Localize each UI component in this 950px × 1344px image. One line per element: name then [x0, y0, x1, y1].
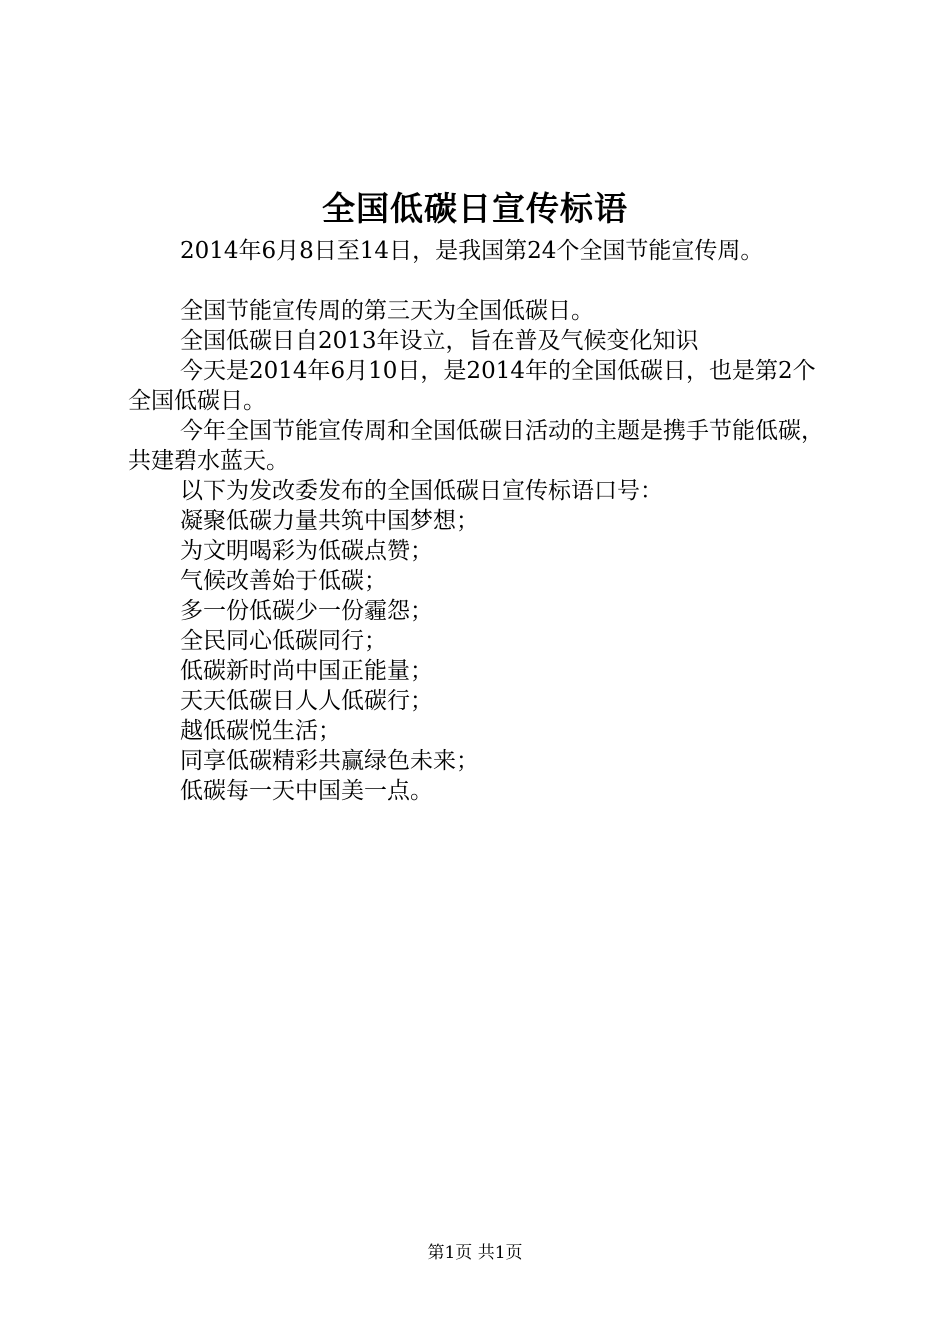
- slogan-item: 气候改善始于低碳；: [180, 568, 387, 594]
- slogan-item: 为文明喝彩为低碳点赞；: [180, 538, 433, 564]
- slogan-item: 越低碳悦生活；: [180, 718, 341, 744]
- paragraph: 全国节能宣传周的第三天为全国低碳日。: [180, 298, 594, 324]
- slogan-item: 天天低碳日人人低碳行；: [180, 688, 433, 714]
- slogan-item: 低碳新时尚中国正能量；: [180, 658, 433, 684]
- slogan-item: 低碳每一天中国美一点。: [180, 778, 433, 804]
- paragraph: 以下为发改委发布的全国低碳日宣传标语口号：: [180, 478, 663, 504]
- paragraph: 今年全国节能宣传周和全国低碳日活动的主题是携手节能低碳，共建碧水蓝天。: [128, 418, 824, 474]
- page-footer: 第1页 共1页: [427, 1243, 523, 1263]
- document-body: [128, 236, 838, 806]
- slogan-item: 同享低碳精彩共赢绿色未来；: [180, 748, 479, 774]
- paragraph: 今天是2014年6月10日，是2014年的全国低碳日，也是第2个全国低碳日。: [128, 358, 816, 414]
- slogan-item: 多一份低碳少一份霾怨；: [180, 598, 433, 624]
- slogan-item: 全民同心低碳同行；: [180, 628, 387, 654]
- paragraph: 2014年6月8日至14日，是我国第24个全国节能宣传周。: [180, 238, 764, 264]
- slogan-item: 凝聚低碳力量共筑中国梦想；: [180, 508, 479, 534]
- paragraph: 全国低碳日自2013年设立，旨在普及气候变化知识: [180, 328, 699, 354]
- document-title: 全国低碳日宣传标语: [322, 189, 628, 228]
